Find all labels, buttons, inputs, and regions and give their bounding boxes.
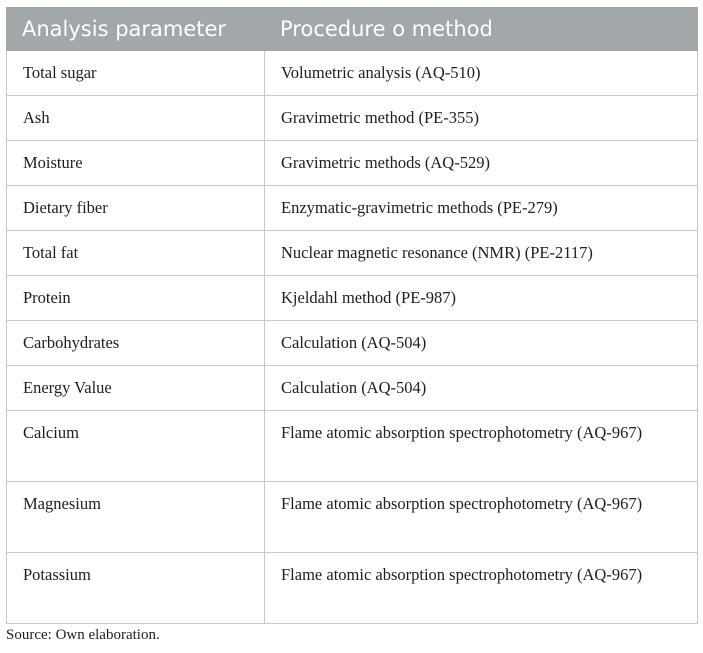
cell-method: Gravimetric method (PE-355)	[265, 96, 698, 141]
cell-parameter: Potassium	[7, 553, 265, 624]
cell-parameter: Ash	[7, 96, 265, 141]
table-row	[7, 553, 698, 624]
table-row	[7, 482, 698, 553]
table-row	[7, 51, 698, 96]
table-row	[7, 231, 698, 276]
table-row	[7, 321, 698, 366]
cell-method: Kjeldahl method (PE-987)	[265, 276, 698, 321]
table-row	[7, 96, 698, 141]
cell-parameter: Dietary fiber	[7, 186, 265, 231]
cell-parameter: Moisture	[7, 141, 265, 186]
cell-method: Flame atomic absorption spectrophotometry (AQ-967)	[265, 482, 698, 553]
table-row	[7, 366, 698, 411]
cell-method: Nuclear magnetic resonance (NMR) (PE-2117)	[265, 231, 698, 276]
table-header	[7, 8, 698, 51]
cell-parameter: Energy Value	[7, 366, 265, 411]
cell-method: Enzymatic-gravimetric methods (PE-279)	[265, 186, 698, 231]
cell-parameter: Calcium	[7, 411, 265, 482]
header-row	[7, 8, 698, 51]
cell-method: Calculation (AQ-504)	[265, 321, 698, 366]
table-row	[7, 276, 698, 321]
cell-method: Calculation (AQ-504)	[265, 366, 698, 411]
analysis-table-container	[6, 7, 697, 624]
cell-parameter: Magnesium	[7, 482, 265, 553]
analysis-table	[6, 7, 698, 624]
cell-parameter: Total sugar	[7, 51, 265, 96]
source-footnote: Source: Own elaboration.	[6, 627, 160, 643]
cell-parameter: Total fat	[7, 231, 265, 276]
cell-method: Volumetric analysis (AQ-510)	[265, 51, 698, 96]
cell-method: Flame atomic absorption spectrophotometry (AQ-967)	[265, 553, 698, 624]
table-row	[7, 186, 698, 231]
cell-parameter: Protein	[7, 276, 265, 321]
table-row	[7, 141, 698, 186]
table-row	[7, 411, 698, 482]
header-analysis-parameter: Analysis parameter	[7, 8, 265, 51]
cell-method: Flame atomic absorption spectrophotometry (AQ-967)	[265, 411, 698, 482]
cell-parameter: Carbohydrates	[7, 321, 265, 366]
header-procedure-method: Procedure o method	[265, 8, 698, 51]
cell-method: Gravimetric methods (AQ-529)	[265, 141, 698, 186]
table-body	[7, 51, 698, 624]
